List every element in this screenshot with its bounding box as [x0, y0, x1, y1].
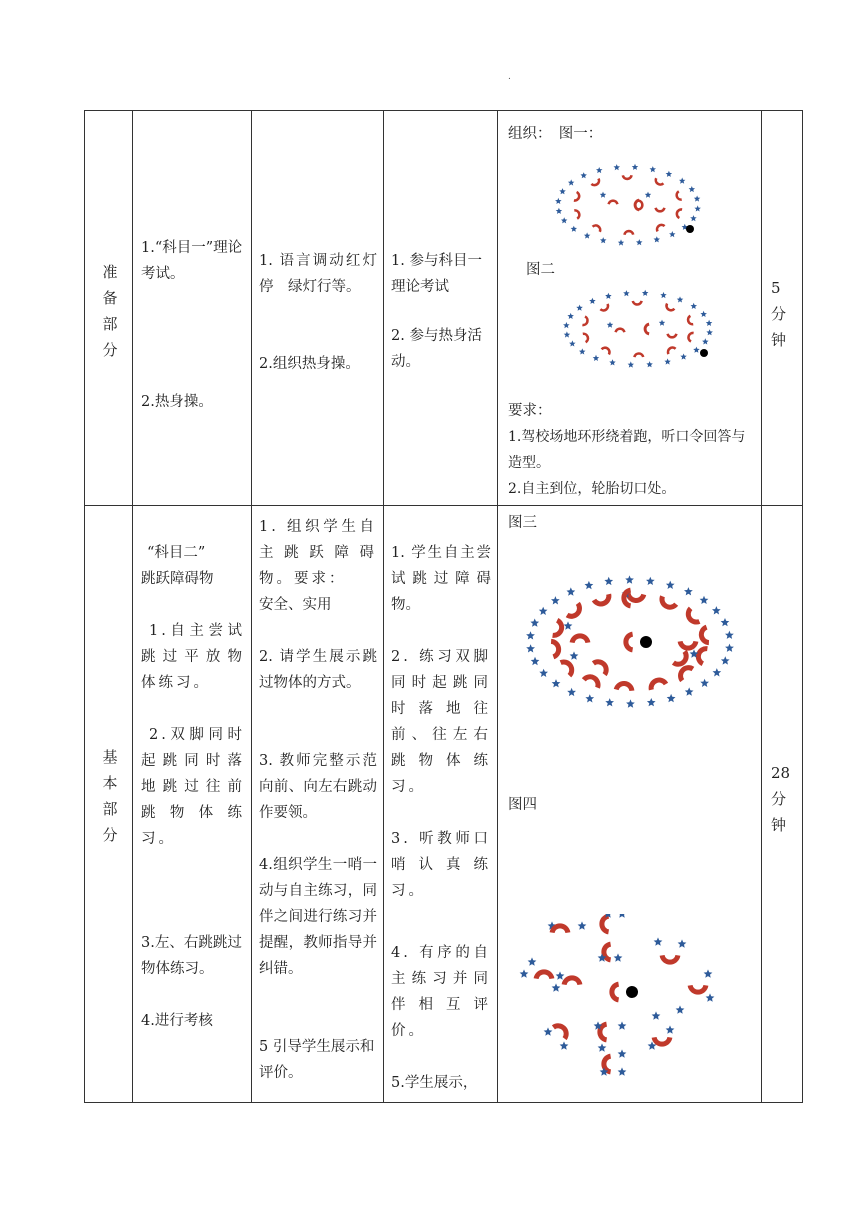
student-star-icon — [667, 694, 676, 702]
student-star-icon — [528, 957, 537, 965]
basic-teacher-cell — [252, 506, 384, 1103]
teacher-dot-icon — [700, 349, 708, 357]
figure-3-label: 图三 — [508, 515, 537, 531]
tire-arc-icon — [624, 231, 633, 235]
student-star-icon — [646, 577, 655, 585]
student-star-icon — [559, 188, 566, 194]
student-star-icon — [685, 687, 694, 695]
student-star-icon — [689, 186, 695, 192]
student-star-icon — [647, 698, 656, 706]
student-star-icon — [585, 694, 594, 702]
tire-arc-icon — [582, 317, 587, 326]
student-star-icon — [676, 1005, 685, 1013]
tire-arc-icon — [654, 1037, 670, 1044]
student-star-icon — [551, 596, 560, 604]
tire-arc-icon — [651, 680, 666, 690]
basic-student-cell — [384, 506, 498, 1103]
student-star-icon — [569, 340, 576, 346]
student-star-icon — [645, 192, 651, 198]
basic-organization-cell — [498, 506, 762, 1103]
student-star-icon — [706, 320, 713, 326]
student-star-icon — [700, 596, 709, 604]
student-star-icon — [650, 166, 657, 172]
student-star-icon — [568, 179, 575, 185]
student-star-icon — [598, 1043, 607, 1051]
tire-arc-icon — [593, 662, 606, 675]
basic-row — [85, 506, 803, 1103]
figure-2-diagram — [558, 285, 738, 375]
tire-arc-icon — [591, 179, 599, 186]
tire-arc-icon — [583, 334, 588, 342]
figure-1-diagram — [548, 155, 728, 251]
student-star-icon — [679, 178, 685, 184]
tire-arc-icon — [633, 301, 642, 305]
tire-arc-icon — [552, 926, 568, 933]
requirement-2: 2.自主到位，轮胎切口处。 — [508, 481, 676, 497]
student-star-icon — [539, 669, 548, 677]
tire-arc-icon — [584, 677, 598, 688]
student-star-icon — [628, 361, 634, 367]
tire-arc-icon — [701, 627, 709, 643]
student-star-icon — [666, 1025, 675, 1033]
student-star-icon — [600, 192, 606, 198]
student-star-icon — [567, 587, 576, 595]
prep-teacher-item-1: 1. 语言调动红灯停 绿灯行等。 — [259, 253, 377, 295]
tire-arc-icon — [628, 593, 644, 600]
student-star-icon — [652, 1011, 661, 1019]
student-star-icon — [694, 196, 700, 202]
figure-3-diagram — [518, 564, 748, 724]
requirement-1: 1.驾校场地环形绕着跑，听口令回答与造型。 — [508, 429, 746, 471]
tire-arc-icon — [677, 209, 682, 218]
student-star-icon — [567, 313, 574, 319]
tire-arc-icon — [681, 668, 693, 681]
tire-arc-icon — [656, 178, 664, 184]
tire-arc-icon — [639, 201, 643, 210]
tire-arc-icon — [623, 175, 632, 179]
basic-student-item-1: 1. 学生自主尝试跳过障碍物。 — [391, 545, 491, 613]
tire-arc-icon — [612, 984, 619, 1000]
student-star-icon — [560, 1041, 569, 1049]
student-star-icon — [713, 668, 722, 676]
teacher-dot-icon — [686, 225, 694, 233]
student-star-icon — [706, 329, 713, 335]
student-star-icon — [690, 215, 697, 221]
requirements-title: 要求： — [508, 403, 552, 419]
student-star-icon — [596, 167, 603, 173]
basic-content-item-4: 4.进行考核 — [141, 1013, 213, 1029]
tire-arc-icon — [666, 304, 674, 311]
figure-4-diagram — [512, 914, 742, 1078]
basic-student-item-5: 5.学生展示， — [391, 1075, 478, 1091]
prep-student-item-2: 2. 参与热身活动。 — [391, 328, 482, 370]
tire-arc-icon — [690, 985, 706, 992]
student-star-icon — [614, 164, 621, 170]
student-star-icon — [702, 338, 709, 344]
tire-arc-icon — [662, 955, 678, 962]
student-star-icon — [571, 226, 577, 232]
basic-teacher-item-2: 2. 请学生展示跳过物体的方式。 — [259, 649, 377, 691]
student-star-icon — [604, 577, 613, 585]
student-star-icon — [530, 619, 539, 627]
tire-arc-icon — [600, 1024, 607, 1040]
student-star-icon — [654, 937, 663, 945]
student-star-icon — [539, 607, 548, 615]
student-star-icon — [623, 290, 629, 296]
tire-arc-icon — [561, 662, 572, 676]
prep-teacher-cell — [252, 111, 384, 506]
student-star-icon — [564, 621, 573, 629]
student-star-icon — [721, 618, 730, 626]
tire-arc-icon — [626, 634, 633, 650]
basic-content-title-1: “科目二” — [147, 545, 206, 561]
student-star-icon — [556, 208, 562, 214]
prep-student-item-1: 1. 参与科目一理论考试 — [391, 253, 482, 295]
student-star-icon — [567, 688, 576, 696]
teacher-dot-icon — [640, 636, 652, 648]
tire-arc-icon — [662, 596, 676, 607]
tire-arc-icon — [668, 334, 677, 338]
tire-arc-icon — [602, 348, 610, 355]
tire-arc-icon — [680, 641, 696, 648]
student-star-icon — [618, 1021, 627, 1029]
student-star-icon — [693, 347, 700, 353]
student-star-icon — [526, 631, 535, 639]
basic-teacher-item-1b: 安全、实用 — [259, 597, 332, 613]
student-star-icon — [563, 322, 570, 328]
student-star-icon — [618, 1067, 627, 1075]
student-star-icon — [642, 290, 648, 296]
prep-row — [85, 111, 803, 506]
tire-arc-icon — [634, 353, 643, 357]
student-star-icon — [666, 171, 673, 177]
tire-arc-icon — [677, 191, 682, 199]
tire-arc-icon — [635, 200, 639, 210]
basic-section-cell — [85, 506, 133, 1103]
student-star-icon — [552, 679, 561, 687]
tire-arc-icon — [553, 620, 562, 635]
teacher-dot-icon — [626, 986, 638, 998]
prep-section-cell — [85, 111, 133, 506]
student-star-icon — [605, 698, 614, 706]
tire-arc-icon — [574, 210, 579, 218]
prep-section-label: 准备部分 — [102, 263, 118, 359]
tire-arc-icon — [536, 972, 552, 979]
student-star-icon — [666, 581, 675, 589]
student-star-icon — [593, 355, 600, 361]
basic-content-title-2: 跳跃障碍物 — [141, 571, 214, 587]
student-star-icon — [669, 231, 675, 237]
figure-4-label: 图四 — [508, 797, 537, 813]
tire-arc-icon — [673, 651, 686, 664]
basic-teacher-item-3: 3. 教师完整示范向前、向左右跳动作要领。 — [259, 753, 377, 821]
prep-teacher-item-2: 2.组织热身操。 — [259, 356, 360, 372]
tire-arc-icon — [551, 641, 559, 657]
basic-teacher-item-5: 5 引导学生展示和评价。 — [259, 1039, 375, 1081]
student-star-icon — [607, 322, 613, 328]
basic-content-cell — [133, 506, 252, 1103]
student-star-icon — [659, 320, 665, 326]
student-star-icon — [578, 921, 587, 929]
student-star-icon — [544, 1027, 553, 1035]
tire-arc-icon — [602, 916, 609, 932]
tire-arc-icon — [594, 594, 609, 604]
prep-time-label: 5分钟 — [771, 279, 787, 349]
tire-arc-icon — [593, 225, 601, 231]
basic-student-item-3: 3. 听教师口哨认真练习。 — [391, 831, 491, 899]
student-star-icon — [520, 969, 529, 977]
student-star-icon — [600, 237, 607, 243]
student-star-icon — [589, 298, 596, 304]
student-star-icon — [570, 651, 579, 659]
student-star-icon — [684, 587, 693, 595]
student-star-icon — [618, 914, 627, 918]
student-star-icon — [700, 311, 707, 317]
prep-time-cell — [762, 111, 803, 506]
tire-arc-icon — [609, 201, 618, 205]
basic-time-label: 28分钟 — [771, 764, 791, 834]
student-star-icon — [564, 331, 571, 337]
basic-content-item-1: 1.自主尝试跳过平放物体练习。 — [141, 623, 245, 691]
student-star-icon — [691, 303, 698, 309]
student-star-icon — [660, 292, 666, 298]
student-star-icon — [704, 969, 713, 977]
student-star-icon — [632, 164, 638, 170]
tire-arc-icon — [688, 316, 693, 324]
student-star-icon — [694, 205, 701, 211]
tire-arc-icon — [572, 636, 588, 643]
tire-arc-icon — [564, 978, 580, 985]
basic-section-label: 基本部分 — [102, 748, 118, 844]
student-star-icon — [721, 656, 730, 664]
tire-arc-icon — [657, 225, 665, 232]
student-star-icon — [555, 198, 562, 204]
student-star-icon — [556, 971, 565, 979]
tire-arc-icon — [616, 684, 632, 691]
student-star-icon — [552, 983, 561, 991]
student-star-icon — [618, 239, 624, 245]
tire-arc-icon — [698, 649, 707, 664]
prep-content-item-2: 2.热身操。 — [141, 394, 213, 410]
student-star-icon — [605, 293, 611, 299]
student-star-icon — [579, 348, 586, 354]
tire-arc-icon — [688, 608, 699, 622]
student-star-icon — [725, 631, 734, 639]
tire-arc-icon — [645, 324, 649, 334]
student-star-icon — [654, 236, 661, 242]
student-star-icon — [526, 644, 535, 652]
prep-content-cell — [133, 111, 252, 506]
tire-arc-icon — [553, 1026, 566, 1039]
student-star-icon — [678, 939, 687, 947]
tire-arc-icon — [600, 304, 608, 311]
basic-content-item-3: 3.左、右跳跳过物体练习。 — [141, 935, 242, 977]
student-star-icon — [725, 644, 734, 652]
student-star-icon — [561, 217, 567, 223]
tire-arc-icon — [688, 333, 693, 342]
organization-label: 组织： 图一： — [508, 126, 603, 142]
student-star-icon — [618, 1049, 627, 1057]
prep-student-cell — [384, 111, 498, 506]
student-star-icon — [581, 172, 587, 178]
tire-arc-icon — [574, 192, 579, 201]
student-star-icon — [625, 575, 634, 583]
student-star-icon — [677, 296, 684, 302]
prep-organization-cell — [498, 111, 762, 506]
student-star-icon — [712, 606, 721, 614]
header-mark: . — [508, 72, 511, 82]
student-star-icon — [700, 679, 709, 687]
tire-arc-icon — [668, 348, 676, 355]
basic-teacher-item-4: 4.组织学生一哨一动与自主练习，同伴之间进行练习并提醒，教师指导并纠错。 — [259, 857, 377, 977]
student-star-icon — [636, 239, 643, 245]
student-star-icon — [576, 305, 583, 311]
basic-content-item-2: 2.双脚同时起跳同时落地跳过往前跳物体练习。 — [141, 727, 245, 847]
student-star-icon — [531, 657, 540, 665]
student-star-icon — [664, 358, 670, 364]
student-star-icon — [680, 354, 687, 360]
basic-student-item-2: 2. 练习双脚同时起跳同时落地往前、往左右跳物体练习。 — [391, 649, 491, 795]
basic-student-item-4: 4. 有序的自主练习并同伴相互评价。 — [391, 945, 491, 1039]
basic-teacher-item-1: 1. 组织学生自主跳跃障碍物。要求： — [259, 519, 377, 587]
tire-arc-icon — [616, 329, 625, 333]
lesson-plan-table — [84, 110, 803, 1103]
student-star-icon — [646, 361, 652, 367]
tire-arc-icon — [656, 208, 665, 212]
student-star-icon — [626, 699, 635, 707]
student-star-icon — [584, 232, 591, 238]
basic-time-cell — [762, 506, 803, 1103]
tire-arc-icon — [567, 603, 579, 616]
prep-content-item-1: 1.“科目一”理论考试。 — [141, 240, 243, 282]
student-star-icon — [585, 581, 594, 589]
student-star-icon — [609, 359, 615, 365]
figure-2-label: 图二 — [526, 262, 555, 278]
student-star-icon — [706, 993, 715, 1001]
student-star-icon — [614, 953, 623, 961]
